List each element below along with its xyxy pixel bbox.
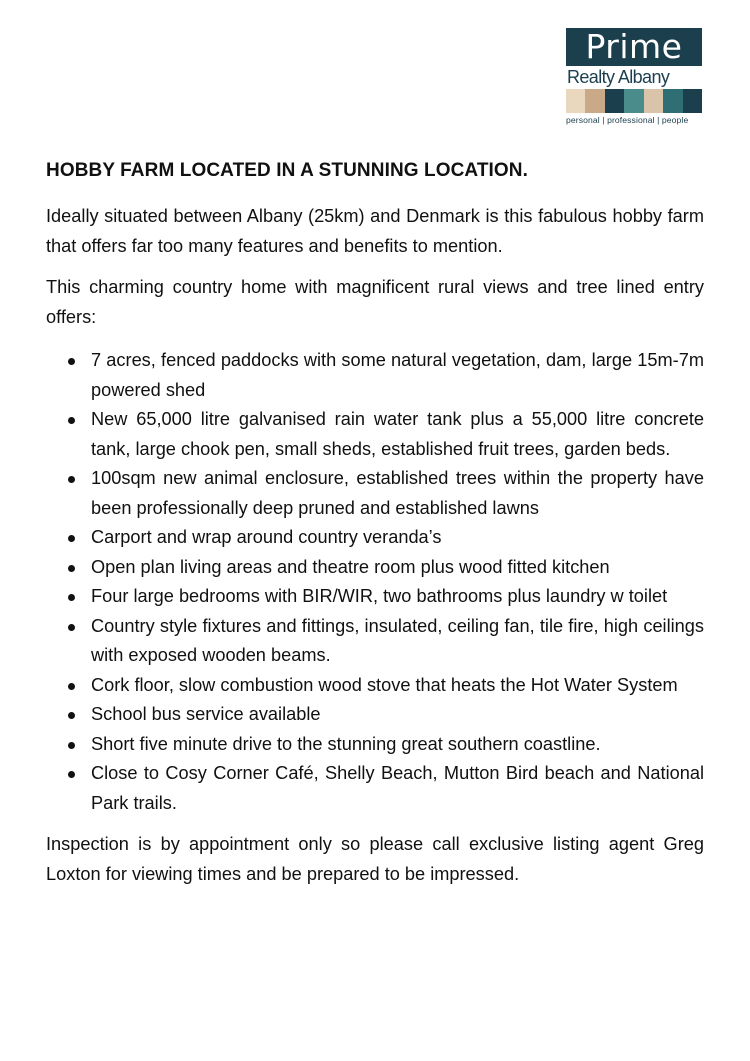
feature-item [46,759,704,818]
closing-paragraph: Inspection is by appointment only so please call exclusive listing agent Greg Loxton for viewing times and be prepared to be impressed. [46,834,704,884]
feature-item [46,671,704,701]
feature-item [46,405,704,464]
logo-color-bar [566,89,702,113]
bullet-icon [68,771,75,778]
feature-item [46,553,704,583]
lead-in-paragraph: This charming country home with magnificent rural views and tree lined entry offers: [46,277,704,327]
feature-item [46,582,704,612]
bullet-icon [68,476,75,483]
logo-swatch [585,89,604,113]
feature-item [46,730,704,760]
logo-swatch [624,89,643,113]
bullet-icon [68,712,75,719]
feature-item [46,464,704,523]
feature-item [46,346,704,405]
feature-text: 7 acres, fenced paddocks with some natural vegetation, dam, large 15m-7m powered shed [91,350,704,400]
company-logo [566,28,704,125]
logo-swatch [566,89,585,113]
feature-item [46,700,704,730]
feature-text: Cork floor, slow combustion wood stove that heats the Hot Water System [91,674,678,695]
feature-text: New 65,000 litre galvanised rain water tank plus a 55,000 litre concrete tank, large chook pen, small sheds, established fruit trees, garden beds. [91,409,704,459]
logo-swatch [683,89,702,113]
listing-title: HOBBY FARM LOCATED IN A STUNNING LOCATION. [46,160,529,181]
listing-content [46,160,704,901]
bullet-icon [68,535,75,542]
bullet-icon [68,742,75,749]
feature-text: Short five minute drive to the stunning great southern coastline. [91,733,601,754]
logo-swatch [605,89,624,113]
logo-swatch [644,89,663,113]
feature-text: Open plan living areas and theatre room plus wood fitted kitchen [91,556,610,577]
features-list [46,346,704,818]
feature-text: Four large bedrooms with BIR/WIR, two bathrooms plus laundry w toilet [91,586,668,606]
bullet-icon [68,358,75,365]
logo-swatch [663,89,682,113]
intro-paragraph: Ideally situated between Albany (25km) and Denmark is this fabulous hobby farm that offers far too many features and benefits to mention. [46,206,704,256]
feature-text: Carport and wrap around country veranda’s [91,527,442,547]
bullet-icon [68,565,75,572]
logo-subtitle: Realty Albany [567,67,670,87]
bullet-icon [68,624,75,631]
feature-text: School bus service available [91,704,321,724]
bullet-icon [68,594,75,601]
bullet-icon [68,683,75,690]
feature-text: 100sqm new animal enclosure, established trees within the property have been professionally deep pruned and established lawns [91,468,704,518]
logo-brand: Prime [566,28,702,66]
feature-text: Country style fixtures and fittings, insulated, ceiling fan, tile fire, high ceilings with exposed wooden beams. [91,615,704,665]
feature-text: Close to Cosy Corner Café, Shelly Beach, Mutton Bird beach and National Park trails. [91,763,704,813]
bullet-icon [68,417,75,424]
feature-item [46,523,704,553]
logo-tagline: personal | professional | people [566,115,689,125]
feature-item [46,612,704,671]
